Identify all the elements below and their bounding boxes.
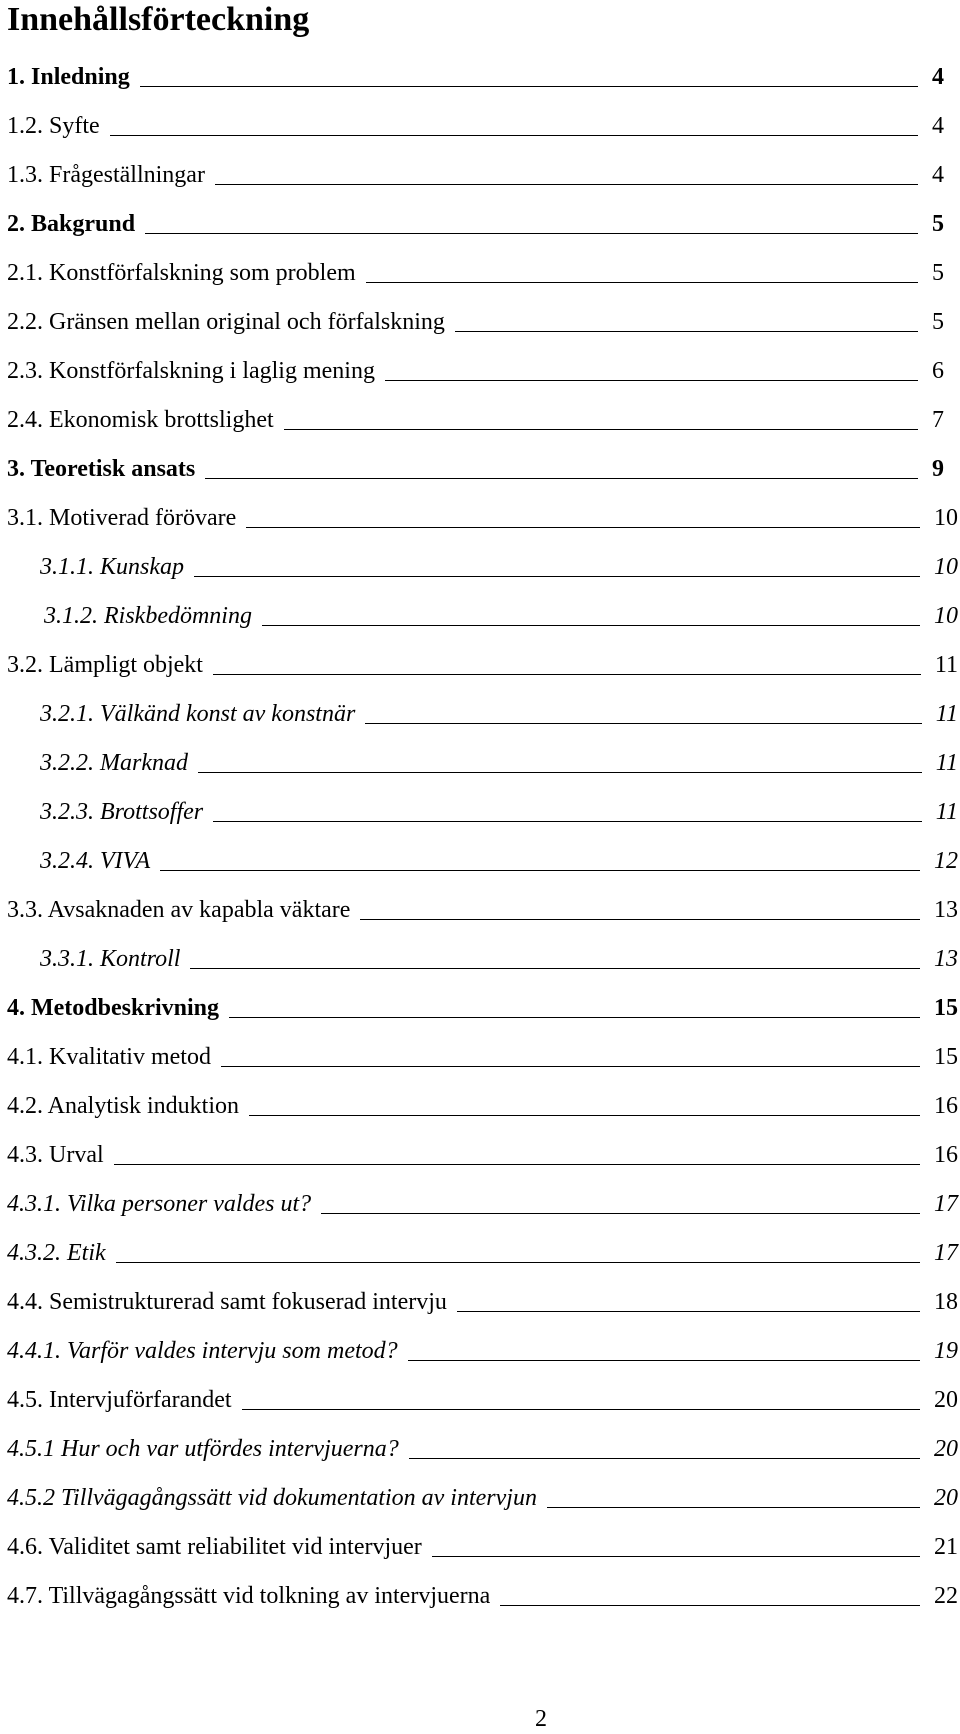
toc-entry-page-number: 21 [934,1534,958,1560]
toc-leader-line [457,1311,920,1312]
toc-entry[interactable] [7,1381,958,1415]
toc-entry-label: 4.7. Tillvägagångssätt vid tolkning av intervjuerna [7,1583,491,1609]
toc-entry[interactable] [7,1234,958,1268]
toc-entry-label: 3.1. Motiverad förövare [7,505,237,531]
toc-entry[interactable] [7,58,944,92]
toc-entry-label: 4.5. Intervjuförfarandet [7,1387,232,1413]
toc-entry-page-number: 18 [934,1289,958,1315]
toc-leader-line [500,1605,920,1606]
toc-entry-label: 4.5.1 Hur och var utfördes intervjuerna? [7,1436,399,1462]
page-number: 2 [535,1706,547,1732]
page-footer [0,1704,960,1734]
toc-entry-page-number: 7 [932,407,944,433]
toc-leader-line [408,1360,920,1361]
toc-entry-label: 2.4. Ekonomisk brottslighet [7,407,274,433]
toc-entry-label: 3.2.1. Välkänd konst av konstnär [40,701,356,727]
toc-leader-line [246,527,920,528]
toc-entry-page-number: 20 [934,1387,958,1413]
toc-entry-page-number: 19 [934,1338,958,1364]
toc-entry[interactable] [7,891,958,925]
toc-entry-page-number: 4 [932,113,944,139]
toc-entry-label: 1. Inledning [7,64,130,90]
toc-entry-page-number: 10 [934,603,958,629]
toc-entry[interactable] [7,401,944,435]
toc-entry-page-number: 11 [935,701,958,727]
toc-leader-line [215,184,918,185]
toc-entry[interactable] [7,156,944,190]
toc-entry-page-number: 16 [934,1093,958,1119]
toc-entry[interactable] [40,940,958,974]
toc-entry-page-number: 9 [932,456,944,482]
toc-entry[interactable] [40,695,958,729]
toc-entry-label: 4.4. Semistrukturerad samt fokuserad intervju [7,1289,447,1315]
toc-entry-label: 3. Teoretisk ansats [7,456,196,482]
toc-entry-page-number: 10 [934,554,958,580]
toc-leader-line [190,968,920,969]
toc-leader-line [213,821,922,822]
toc-entry-page-number: 5 [932,309,944,335]
toc-leader-line [140,86,918,87]
toc-entry[interactable] [7,205,944,239]
toc-entry[interactable] [7,1577,958,1611]
toc-entry-label: 3.2.3. Brottsoffer [40,799,204,825]
toc-entry-page-number: 4 [932,162,944,188]
toc-entry-label: 4.1. Kvalitativ metod [7,1044,211,1070]
toc-leader-line [160,870,920,871]
toc-leader-line [205,478,918,479]
toc-entry-page-number: 10 [934,505,958,531]
toc-entry[interactable] [7,1038,958,1072]
toc-entry-label: 3.2.2. Marknad [40,750,188,776]
toc-entry-label: 3.2. Lämpligt objekt [7,652,203,678]
toc-leader-line [114,1164,920,1165]
toc-entry-page-number: 12 [934,848,958,874]
toc-leader-line [409,1458,920,1459]
toc-leader-line [221,1066,920,1067]
toc-leader-line [229,1017,920,1018]
toc-entry-page-number: 13 [934,897,958,923]
toc-entry[interactable] [7,989,958,1023]
toc-entry-label: 2.3. Konstförfalskning i laglig mening [7,358,375,384]
toc-entry-page-number: 22 [934,1583,958,1609]
toc-leader-line [360,919,920,920]
toc-entry[interactable] [7,1479,958,1513]
toc-entry[interactable] [7,107,944,141]
toc-entry-page-number: 13 [934,946,958,972]
toc-entry[interactable] [7,352,944,386]
toc-entry-page-number: 15 [934,995,958,1021]
toc-entry-label: 2.2. Gränsen mellan original och förfalskning [7,309,445,335]
toc-entry-label: 4.2. Analytisk induktion [7,1093,240,1119]
toc-entry[interactable] [40,548,958,582]
toc-entry[interactable] [7,646,958,680]
toc-entry[interactable] [7,1332,958,1366]
toc-entry[interactable] [7,303,944,337]
toc-leader-line [198,772,922,773]
toc-leader-line [365,723,921,724]
toc-entry-label: 4.6. Validitet samt reliabilitet vid intervjuer [7,1534,422,1560]
toc-entry[interactable] [7,450,944,484]
toc-entry-page-number: 5 [932,211,944,237]
toc-entry-page-number: 17 [934,1240,958,1266]
toc-entry[interactable] [7,1185,958,1219]
toc-leader-line [249,1115,920,1116]
toc-entry-page-number: 20 [934,1485,958,1511]
toc-entry-page-number: 15 [934,1044,958,1070]
toc-leader-line [321,1213,920,1214]
toc-entry-label: 3.2.4. VIVA [40,848,151,874]
toc-entry-page-number: 11 [935,750,958,776]
toc-entry[interactable] [40,842,958,876]
toc-entry-label: 4.3.1. Vilka personer valdes ut? [7,1191,312,1217]
toc-entry-label: 4.5.2 Tillvägagångssätt vid dokumentation av intervjun [7,1485,537,1511]
toc-entry-page-number: 4 [932,64,944,90]
toc-entry-label: 4.4.1. Varför valdes intervju som metod? [7,1338,398,1364]
toc-leader-line [213,674,921,675]
toc-entry[interactable] [7,1528,958,1562]
toc-entry-label: 3.3.1. Kontroll [40,946,181,972]
toc-entry-label: 3.1.1. Kunskap [40,554,184,580]
toc-entry[interactable] [40,744,958,778]
toc-entry-label: 3.1.2. Riskbedömning [44,603,252,629]
toc-entry-label: 1.3. Frågeställningar [7,162,205,188]
toc-entry-page-number: 11 [934,652,958,678]
toc-title: Innehållsförteckning [7,1,310,38]
toc-entry[interactable] [44,597,958,631]
toc-leader-line [110,135,918,136]
toc-entry-label: 2. Bakgrund [7,211,136,237]
toc-entry-page-number: 20 [934,1436,958,1462]
toc-entry[interactable] [7,1283,958,1317]
toc-leader-line [455,331,918,332]
toc-entry-label: 4.3. Urval [7,1142,104,1168]
toc-entry-page-number: 16 [934,1142,958,1168]
toc-leader-line [284,429,918,430]
toc-entry[interactable] [7,1430,958,1464]
toc-leader-line [366,282,918,283]
toc-entry-label: 2.1. Konstförfalskning som problem [7,260,356,286]
toc-entry[interactable] [7,254,944,288]
toc-entry-label: 1.2. Syfte [7,113,100,139]
toc-leader-line [116,1262,920,1263]
toc-leader-line [385,380,918,381]
toc-leader-line [242,1409,920,1410]
toc-entry-page-number: 5 [932,260,944,286]
toc-leader-line [194,576,920,577]
toc-entry[interactable] [40,793,958,827]
toc-entry-page-number: 17 [934,1191,958,1217]
toc-entry[interactable] [7,499,958,533]
toc-entry-page-number: 6 [932,358,944,384]
toc-entry-label: 4. Metodbeskrivning [7,995,220,1021]
toc-leader-line [262,625,920,626]
toc-leader-line [145,233,918,234]
toc-entry-label: 4.3.2. Etik [7,1240,106,1266]
toc-entry-page-number: 11 [935,799,958,825]
toc-leader-line [432,1556,920,1557]
toc-entry-label: 3.3. Avsaknaden av kapabla väktare [7,897,351,923]
toc-entry[interactable] [7,1136,958,1170]
toc-entry[interactable] [7,1087,958,1121]
toc-leader-line [547,1507,920,1508]
